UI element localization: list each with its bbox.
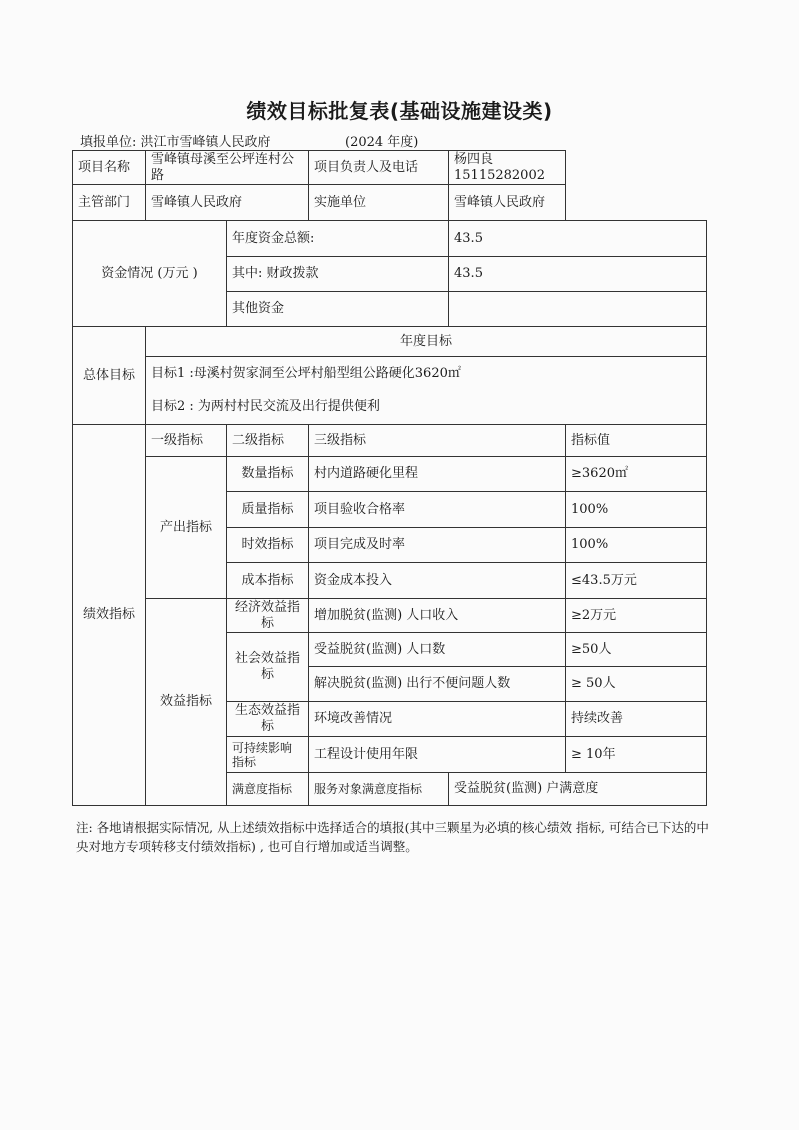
level2-cell: 经济效益指标 [227,599,309,633]
footnote: 注: 各地请根据实际情况, 从上述绩效指标中选择适合的填报(其中三颗星为必填的核心绩效 指标, 可结合已下达的中央对地方专项转移支付绩效指标) , 也可自行增加或适当调整。 [76,820,709,854]
satisfaction-label: 满意度指标 [227,773,309,806]
header-level3: 三级指标 [309,425,566,457]
contact-value: 杨四良15115282002 [449,151,566,185]
value-cell: ≥50人 [566,633,707,667]
project-name-value: 雪峰镇母溪至公坪连村公路 [146,151,309,185]
table-row [73,599,707,633]
level2-cell: 质量指标 [227,492,309,528]
level2-cell: 社会效益指标 [227,633,309,702]
goals-header: 年度目标 [146,327,707,357]
level3-cell: 受益脱贫(监测) 户满意度 [449,773,707,806]
level3-cell: 受益脱贫(监测) 人口数 [309,633,566,667]
value-cell: ≤43.5万元 [566,563,707,599]
goal-2: 目标2 : 为两村村民交流及出行提供便利 [146,391,707,425]
funds-total-label: 年度资金总额: [227,221,449,257]
level3-cell: 环境改善情况 [309,702,566,737]
level3-cell: 项目完成及时率 [309,528,566,563]
funds-fiscal-value: 43.5 [449,257,707,292]
funds-total-value: 43.5 [449,221,707,257]
level3-cell: 增加脱贫(监测) 人口收入 [309,599,566,633]
table-row [73,391,707,425]
fill-unit: 填报单位: 洪江市雪峰镇人民政府 [80,135,271,150]
table-row [73,185,707,221]
table-row [73,221,707,257]
value-cell: ≥2万元 [566,599,707,633]
goals-label: 总体目标 [73,327,146,425]
table-row [73,327,707,357]
funds-other-value [449,292,707,327]
table-row [73,457,707,492]
header-level1: 一级指标 [146,425,227,457]
level3-cell: 解决脱贫(监测) 出行不便问题人数 [309,667,566,702]
page-title: 绩效目标批复表(基础设施建设类) [246,99,553,123]
impl-value: 雪峰镇人民政府 [449,185,566,221]
output-label: 产出指标 [146,457,227,599]
dept-label: 主管部门 [73,185,146,221]
fill-year: (2024 年度) [345,135,419,150]
header-value: 指标值 [566,425,707,457]
table-row [73,151,707,185]
funds-other-label: 其他资金 [227,292,449,327]
level3-cell: 项目验收合格率 [309,492,566,528]
value-cell: ≥ 50人 [566,667,707,702]
benefit-label: 效益指标 [146,599,227,806]
level2-cell: 数量指标 [227,457,309,492]
value-cell: ≥ 10年 [566,737,707,773]
level3-cell: 工程设计使用年限 [309,737,566,773]
performance-table [72,150,707,806]
level2-cell: 服务对象满意度指标 [309,773,449,806]
level2-cell: 时效指标 [227,528,309,563]
level3-cell: 资金成本投入 [309,563,566,599]
impl-label: 实施单位 [309,185,449,221]
table-row [73,357,707,391]
value-cell: 100% [566,492,707,528]
level3-cell: 村内道路硬化里程 [309,457,566,492]
funds-fiscal-label: 其中: 财政拨款 [227,257,449,292]
value-cell: 100% [566,528,707,563]
table-row [73,425,707,457]
level2-cell: 生态效益指标 [227,702,309,737]
header-level2: 二级指标 [227,425,309,457]
performance-label: 绩效指标 [73,425,146,806]
value-cell: ≥3620㎡ [566,457,707,492]
value-cell: 持续改善 [566,702,707,737]
level2-cell: 可持续影响指标 [227,737,309,773]
goal-1: 目标1 :母溪村贺家洞至公坪村船型组公路硬化3620㎡ [146,357,707,391]
dept-value: 雪峰镇人民政府 [146,185,309,221]
project-name-label: 项目名称 [73,151,146,185]
level2-cell: 成本指标 [227,563,309,599]
funds-label: 资金情况 (万元 ) [73,221,227,327]
contact-label: 项目负责人及电话 [309,151,449,185]
